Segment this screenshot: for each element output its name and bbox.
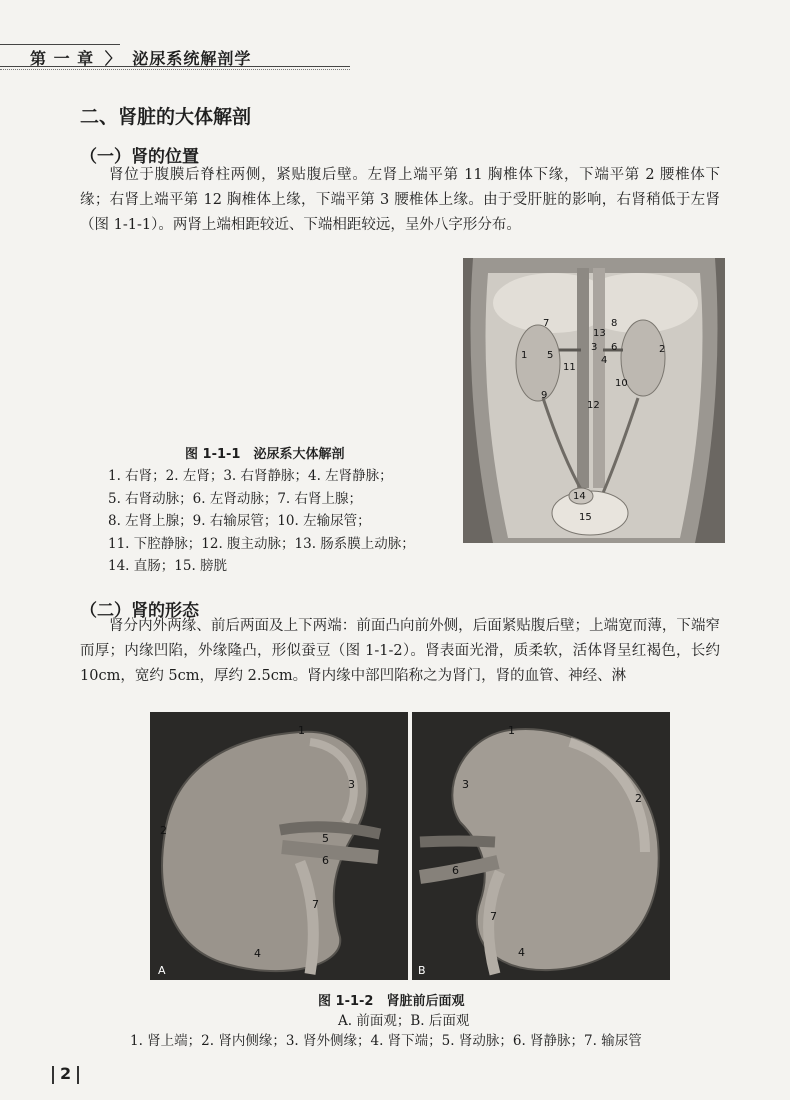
page-number-bar-right (77, 1066, 79, 1084)
figure1-legend (108, 465, 415, 578)
subsection-title-morphology: （二）肾的形态 (80, 601, 199, 621)
fig2b-label-3: 3 (462, 778, 469, 791)
section-title: 二、肾脏的大体解剖 (80, 106, 252, 128)
chapter-title: 泌尿系统解剖学 (132, 49, 252, 68)
chapter-header-label: 第 一 章 〉 泌尿系统解剖学 (30, 49, 252, 68)
figure1-legend-line: 1. 右肾；2. 左肾；3. 右肾静脉；4. 左肾静脉； (108, 468, 393, 484)
fig1-label-10: 10 (615, 378, 628, 389)
fig1-label-4: 4 (601, 355, 608, 366)
fig1-label-11: 11 (563, 362, 576, 373)
subsection-title-position: （一）肾的位置 (80, 147, 199, 167)
fig1-label-3: 3 (591, 342, 598, 353)
figure1-legend-line: 11. 下腔静脉；12. 腹主动脉；13. 肠系膜上动脉； (108, 535, 415, 552)
figure1-caption: 图 1-1-1 泌尿系大体解剖 (185, 447, 345, 462)
fig1-label-9: 9 (541, 390, 548, 401)
fig1-label-8: 8 (611, 318, 618, 329)
fig1-label-1: 1 (521, 350, 528, 361)
fig1-label-13: 13 (593, 328, 606, 339)
fig1-label-2: 2 (659, 344, 666, 355)
figure2-legend: 1. 肾上端；2. 肾内侧缘；3. 肾外侧缘；4. 肾下端；5. 肾动脉；6. 肾静脉；7. 输尿管 (130, 1033, 642, 1049)
figure2-caption: 图 1-1-2 肾脏前后面观 (318, 994, 465, 1009)
page-number-block (46, 1064, 85, 1084)
figure-kidney-views (150, 712, 670, 980)
fig2b-label-1: 1 (508, 724, 515, 737)
fig1-label-7: 7 (543, 318, 550, 329)
header-rule (0, 66, 350, 67)
fig2b-label-6: 6 (452, 864, 459, 877)
fig2a-label-3: 3 (348, 778, 355, 791)
figure1-legend-line: 5. 右肾动脉；6. 左肾动脉；7. 右肾上腺； (108, 490, 363, 507)
page-number: 2 (60, 1064, 72, 1083)
header-rule-dotted (0, 69, 350, 70)
fig2b-label-4: 4 (518, 946, 525, 959)
panel-b-label: B (418, 964, 426, 977)
fig1-label-15: 15 (579, 512, 592, 523)
fig2b-label-2: 2 (635, 792, 642, 805)
fig1-label-5: 5 (547, 350, 554, 361)
figure2-subcaption: A. 前面观；B. 后面观 (338, 1013, 470, 1029)
page-number-bar-left (52, 1066, 54, 1084)
fig2a-label-4: 4 (254, 947, 261, 960)
figure1-legend-line: 14. 直肠；15. 膀胱 (108, 558, 228, 574)
kidney-views-illustration (150, 712, 670, 980)
fig2a-label-6: 6 (322, 854, 329, 867)
header-rule-top (0, 44, 120, 45)
fig2b-label-7: 7 (490, 910, 497, 923)
urinary-system-illustration (463, 258, 725, 543)
fig1-label-12: 12 (587, 400, 600, 411)
fig2a-label-1: 1 (298, 724, 305, 737)
fig2a-label-5: 5 (322, 832, 329, 845)
chapter-header (0, 38, 350, 68)
figure1-legend-line: 8. 左肾上腺；9. 右输尿管；10. 左输尿管； (108, 513, 371, 529)
paragraph-morphology: 肾分内外两缘、前后两面及上下两端：前面凸向前外侧，后面紧贴腹后壁；上端宽而薄，下端窄而厚；内缘凹陷，外缘隆凸，形似蚕豆（图 1-1-2）。肾表面光滑，质柔软，活体肾呈红褐色，长约 10cm，宽约 5cm，厚约 2.5cm。肾内缘中部凹陷称之为肾门，肾的血管、神经、淋 (80, 618, 720, 684)
figure-urinary-system (463, 258, 725, 543)
fig1-label-14: 14 (573, 491, 586, 502)
fig2a-label-7: 7 (312, 898, 319, 911)
fig2a-label-2: 2 (160, 824, 167, 837)
paragraph-position: 肾位于腹膜后脊柱两侧，紧贴腹后壁。左肾上端平第 11 胸椎体下缘，下端平第 2 腰椎体下缘；右肾上端平第 12 胸椎体上缘，下端平第 3 腰椎体上缘。由于受肝脏的影响，右肾稍低于左肾（图 1-1-1）。两肾上端相距较近、下端相距较远，呈外八字形分布。 (80, 167, 720, 233)
chapter-number: 第 一 章 (30, 49, 95, 68)
panel-a-label: A (158, 964, 166, 977)
fig1-label-6: 6 (611, 342, 618, 353)
